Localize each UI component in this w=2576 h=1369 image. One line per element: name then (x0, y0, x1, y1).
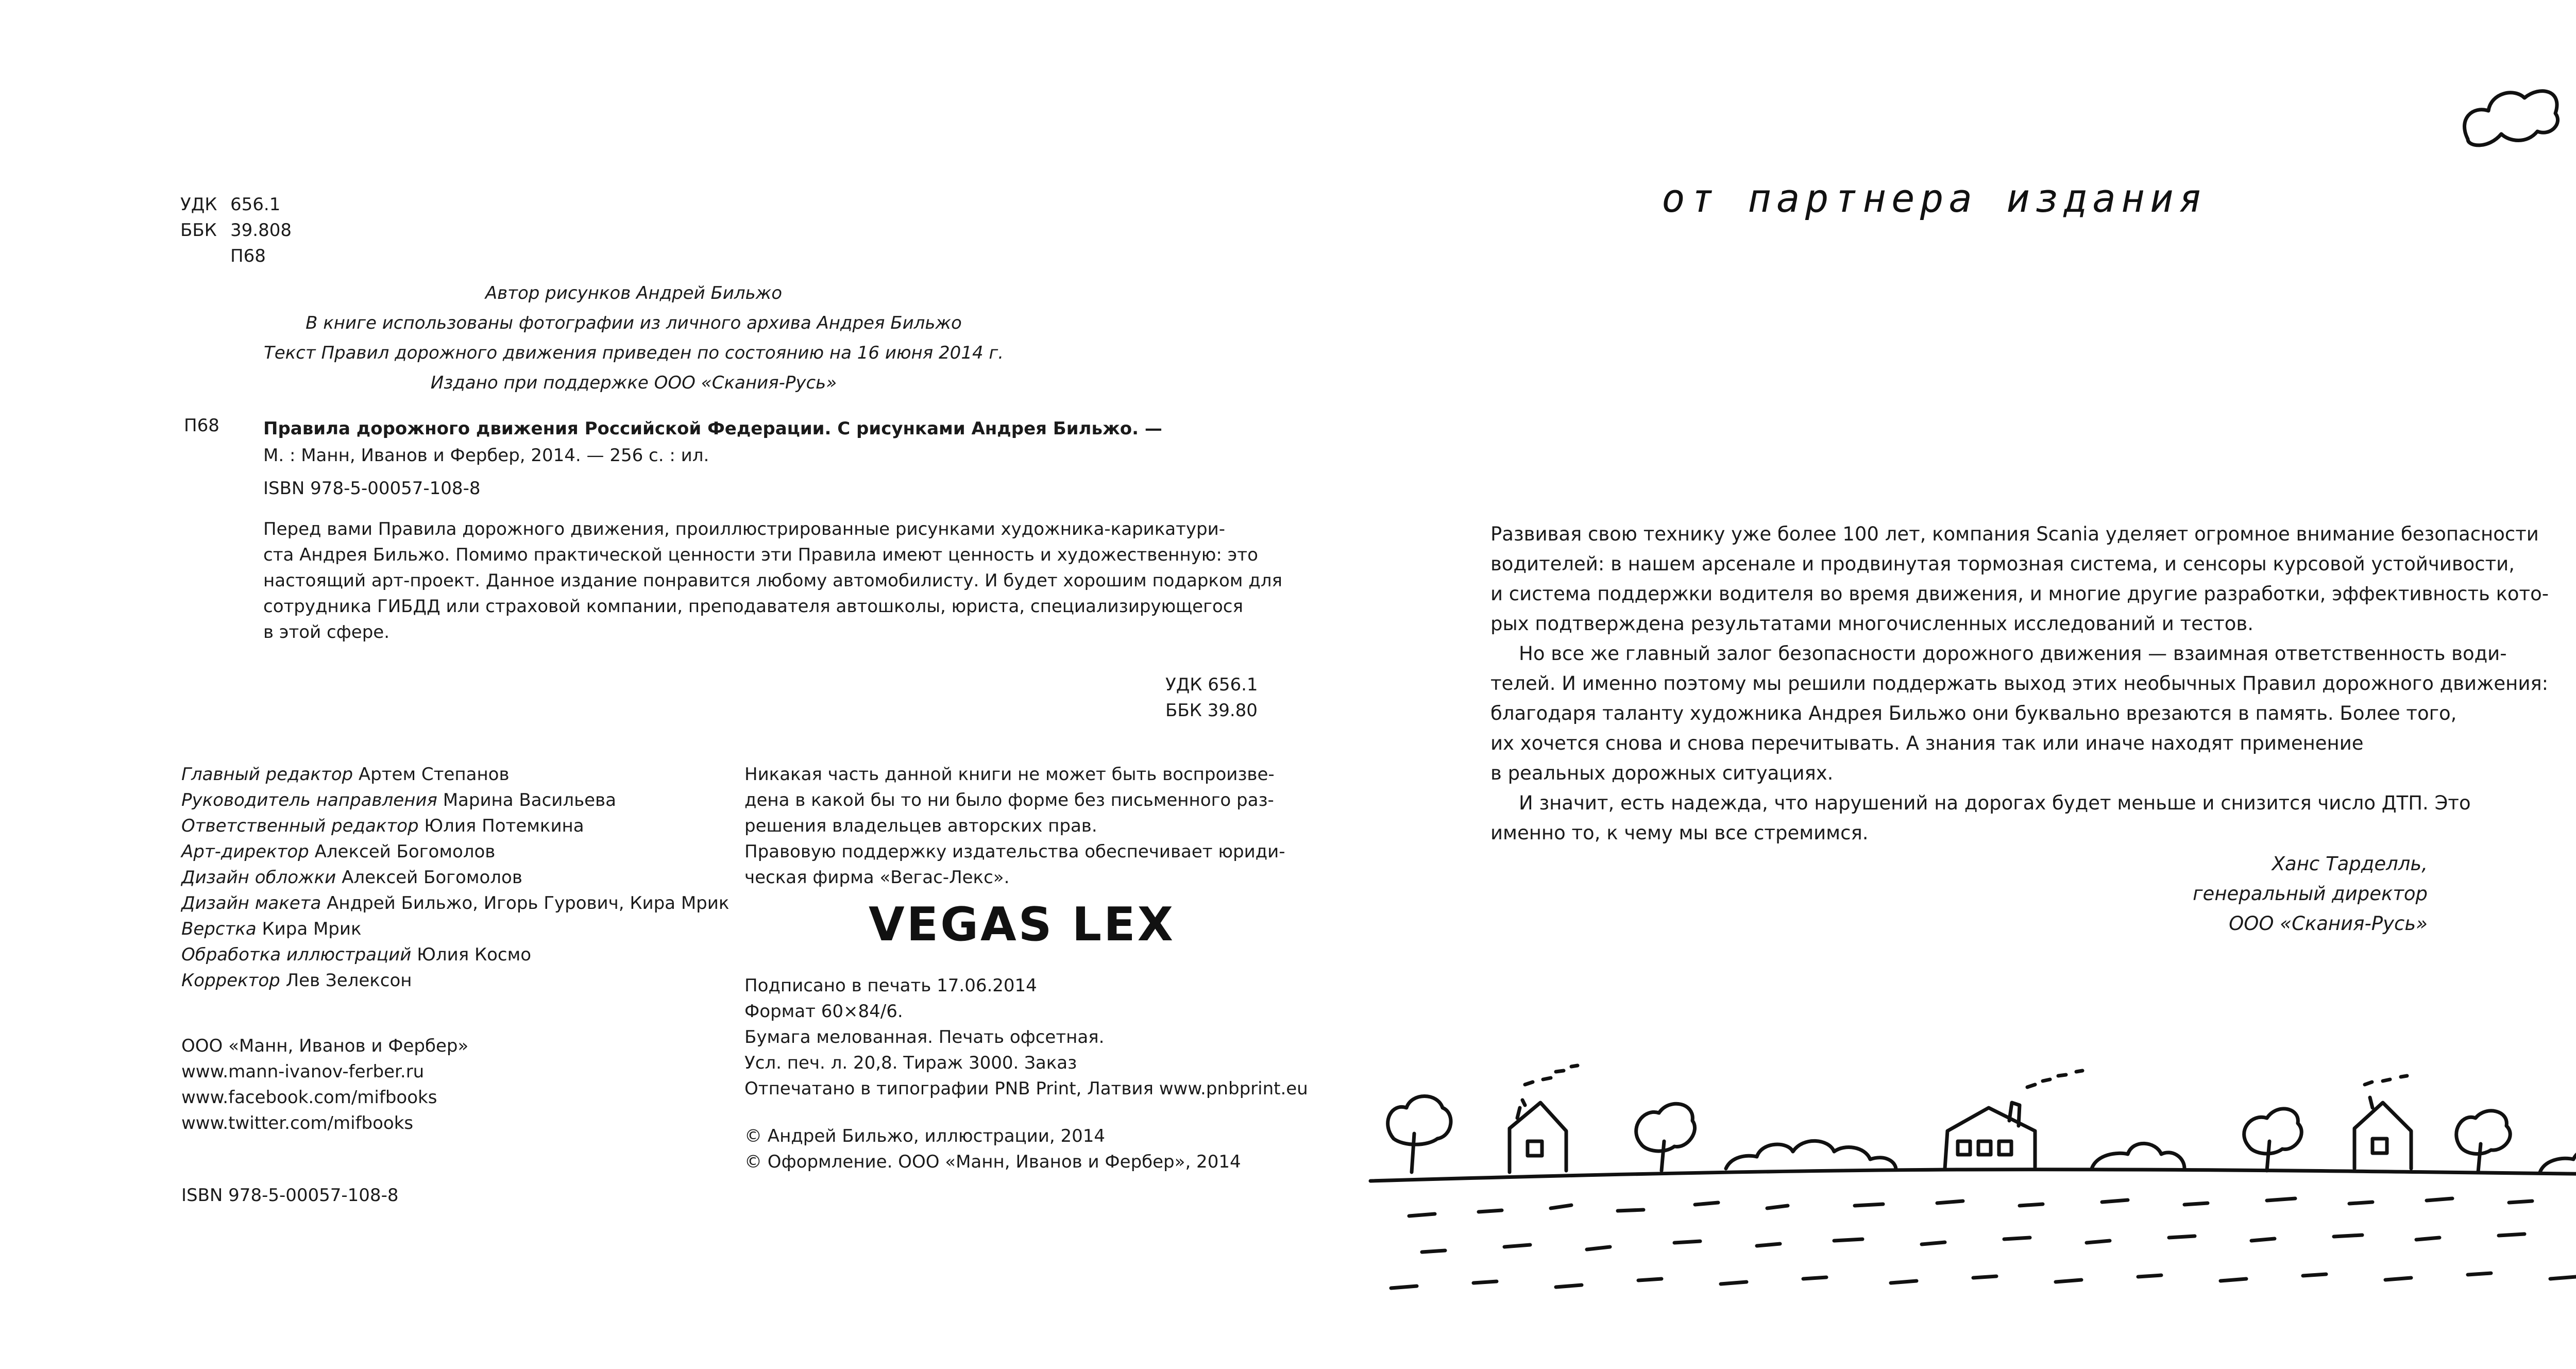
tree-icon (2244, 1109, 2302, 1171)
letter-line: водителей: в нашем арсенале и продвинутая тормозная система, и сенсоры курсовой устойчивости, (1490, 553, 2515, 575)
page-title: от партнера издания (1662, 175, 2208, 221)
letter-line: благодаря таланту художника Андрея Бильжо они буквально врезаются в память. Более того, (1490, 702, 2457, 724)
letter-line: рых подтверждена результатами многочисленных исследований и тестов. (1490, 613, 2253, 635)
publisher-name: ООО «Манн, Иванов и Фербер» (181, 1036, 469, 1056)
signer-position: генеральный директор (2193, 883, 2428, 905)
bush-icon (2540, 1150, 2576, 1172)
credit-line: Издано при поддержке ООО «Скания-Русь» (430, 373, 837, 393)
credit-line: Автор рисунков Андрей Бильжо (485, 283, 783, 303)
signature-block (2193, 849, 2428, 939)
staff-list (181, 762, 729, 993)
letter-line: Развивая свою технику уже более 100 лет, компания Scania уделяет огромное внимание безопасности (1490, 523, 2539, 545)
house-icon (1510, 1100, 1566, 1172)
publisher-facebook-link[interactable]: www.facebook.com/mifbooks (181, 1087, 437, 1108)
annotation (263, 516, 1282, 645)
publisher-site-link[interactable]: www.mann-ivanov-ferber.ru (181, 1061, 425, 1082)
annotation-line: в этой сфере. (263, 622, 390, 643)
tree-icon (1388, 1096, 1451, 1173)
ground-line (1370, 1170, 2576, 1181)
udk-bbk-right: УДК 656.1 ББК 39.80 (1165, 674, 1258, 721)
staff-row: Дизайн макета Андрей Бильжо, Игорь Гурович, Кира Мрик (181, 893, 730, 914)
isbn-bottom: ISBN 978-5-00057-108-8 (181, 1185, 399, 1206)
credits-block (0, 278, 1267, 398)
road-dashes (1391, 1197, 2576, 1288)
staff-row: Главный редактор Артем Степанов (181, 764, 510, 785)
credit-line: Текст Правил дорожного движения приведен по состоянию на 16 июня 2014 г. (263, 343, 1004, 363)
letter-line: и система поддержки водителя во время движения, и многие другие разработки, эффективность кото- (1490, 583, 2549, 605)
annotation-line: настоящий арт-проект. Данное издание понравится любому автомобилисту. И будет хорошим подарком для (263, 570, 1282, 591)
bush-icon (1726, 1141, 1896, 1170)
letter-line: Но все же главный залог безопасности дорожного движения — взаимная ответственность води- (1519, 643, 2507, 665)
book-title: Правила дорожного движения Российской Федерации. С рисунками Андрея Бильжо. — (263, 418, 1162, 439)
staff-row: Обработка иллюстраций Юлия Космо (181, 944, 532, 965)
staff-row: Арт-директор Алексей Богомолов (181, 841, 496, 862)
book-imprint: М. : Манн, Иванов и Фербер, 2014. — 256 с. : ил. (263, 445, 709, 466)
signer-name: Ханс Тарделль, (2272, 853, 2428, 875)
staff-row: Руководитель направления Марина Васильева (181, 790, 616, 810)
credit-line: В книге использованы фотографии из личного архива Андрея Бильжо (306, 313, 962, 333)
letter-line: телей. И именно поэтому мы решили поддержать выход этих необычных Правил дорожного движения: (1490, 672, 2549, 695)
catalog-code: П68 (184, 415, 219, 436)
vegas-lex-logo: VEGAS LEX (869, 898, 1176, 952)
staff-row: Ответственный редактор Юлия Потемкина (181, 816, 584, 836)
publisher-block (181, 1033, 468, 1136)
print-imprint: Подписано в печать 17.06.2014 Формат 60×84/6. Бумага мелованная. Печать офсетная. Усл. печ. л. 20,8. Тираж 3000. Заказ Отпечатано в типографии PNB Print, Латвия www.pnbprint.eu (744, 975, 1308, 1099)
partner-letter (1490, 519, 2576, 848)
classification-row: П68 (230, 246, 266, 266)
publisher-twitter-link[interactable]: www.twitter.com/mifbooks (181, 1113, 414, 1134)
classification-codes (180, 192, 292, 269)
bush-icon (2092, 1143, 2184, 1169)
annotation-line: Перед вами Правила дорожного движения, проиллюстрированные рисунками художника-карикатури- (263, 519, 1225, 539)
house-icon (1945, 1103, 2035, 1169)
annotation-line: сотрудника ГИБДД или страховой компании, преподавателя автошколы, юриста, специализирующегося (263, 596, 1243, 617)
staff-row: Дизайн обложки Алексей Богомолов (181, 867, 522, 888)
letter-line: именно то, к чему мы все стремимся. (1490, 822, 1869, 844)
cloud-icon (2465, 91, 2558, 145)
letter-line: И значит, есть надежда, что нарушений на дорогах будет меньше и снизится число ДТП. Это (1519, 792, 2471, 814)
catalog-entry (263, 415, 1242, 502)
letter-line: в реальных дорожных ситуациях. (1490, 762, 1834, 784)
book-isbn: ISBN 978-5-00057-108-8 (263, 478, 481, 499)
staff-row: Корректор Лев Зелексон (181, 970, 412, 991)
staff-row: Верстка Кира Мрик (181, 919, 362, 939)
tree-icon (2456, 1111, 2511, 1172)
rights-notice: Никакая часть данной книги не может быть воспроизве- дена в какой бы то ни было форме без письменного раз- решения владельцев авторских прав. Правовую поддержку издательства обеспечивает юриди- ческая фирма «Вегас-Лекс». (744, 764, 1285, 888)
house-icon (2354, 1097, 2411, 1169)
signer-company: ООО «Скания-Русь» (2229, 912, 2428, 935)
tree-icon (1636, 1104, 1695, 1171)
letter-line: их хочется снова и снова перечитывать. А знания так или иначе находят применение (1490, 732, 2364, 754)
classification-row: УДК 656.1 (180, 194, 281, 215)
annotation-line: ста Андрея Бильжо. Помимо практической ценности эти Правила имеют ценность и художественную: это (263, 545, 1258, 565)
copyright-block: © Андрей Бильжо, иллюстрации, 2014 © Оформление. ООО «Манн, Иванов и Фербер», 2014 (744, 1126, 1241, 1172)
classification-row: ББК 39.808 (180, 220, 292, 241)
